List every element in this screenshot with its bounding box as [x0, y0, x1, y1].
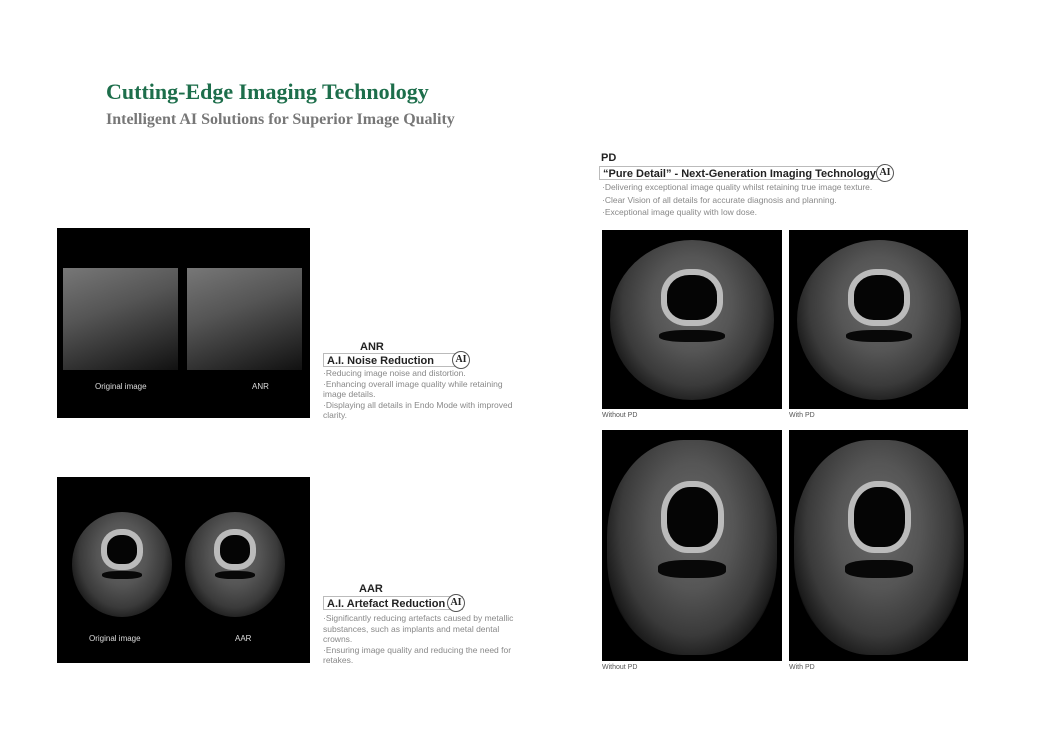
anr-feature-label: A.I. Noise Reduction — [323, 353, 463, 367]
bullet: ·Reducing image noise and distortion. — [323, 368, 466, 378]
ai-badge: AI — [447, 594, 465, 612]
anr-bullets — [323, 368, 523, 421]
anr-sagittal-image — [187, 268, 302, 370]
aar-heading: AAR — [359, 583, 383, 595]
original-sagittal-image — [63, 268, 178, 370]
bullet: ·Enhancing overall image quality while retaining image details. — [323, 378, 503, 399]
page-title: Cutting-Edge Imaging Technology — [106, 79, 429, 104]
caption-original: Original image — [95, 382, 147, 391]
ai-badge: AI — [876, 164, 894, 182]
caption-aar: AAR — [235, 634, 252, 643]
caption-original: Original image — [89, 634, 141, 643]
aar-feature-label: A.I. Artefact Reduction — [323, 596, 463, 610]
pd-heading: PD — [601, 152, 617, 164]
bullet: ·Ensuring image quality and reducing the need for retakes. — [323, 644, 512, 665]
ai-badge: AI — [452, 351, 470, 369]
bullet: ·Displaying all details in Endo Mode with improved clarity. — [323, 399, 513, 420]
pd-feature-label: “Pure Detail” - Next-Generation Imaging Technology — [599, 166, 884, 180]
without-pd-image-2 — [602, 430, 782, 661]
bullet: ·Clear Vision of all details for accurate diagnosis and planning. — [602, 194, 837, 205]
page-subtitle: Intelligent AI Solutions for Superior Image Quality — [106, 111, 455, 128]
anr-heading: ANR — [360, 341, 384, 353]
caption-with-pd: With PD — [789, 412, 815, 419]
bullet: ·Significantly reducing artefacts caused by metallic substances, such as implants and metal dental crowns. — [323, 613, 514, 644]
anr-comparison-image — [57, 228, 310, 418]
aar-comparison-image — [57, 477, 310, 663]
caption-with-pd: With PD — [789, 664, 815, 671]
without-pd-image-1 — [602, 230, 782, 409]
caption-anr: ANR — [252, 382, 269, 391]
bullet: ·Exceptional image quality with low dose. — [602, 207, 757, 217]
caption-without-pd: Without PD — [602, 664, 638, 671]
aar-bullets — [323, 613, 523, 666]
bullet: ·Delivering exceptional image quality whilst retaining true image texture. — [602, 182, 873, 192]
caption-without-pd: Without PD — [602, 412, 638, 419]
original-axial-image — [72, 512, 172, 617]
with-pd-image-1 — [789, 230, 968, 409]
pd-bullets — [602, 181, 872, 219]
with-pd-image-2 — [789, 430, 968, 661]
aar-axial-image — [185, 512, 285, 617]
